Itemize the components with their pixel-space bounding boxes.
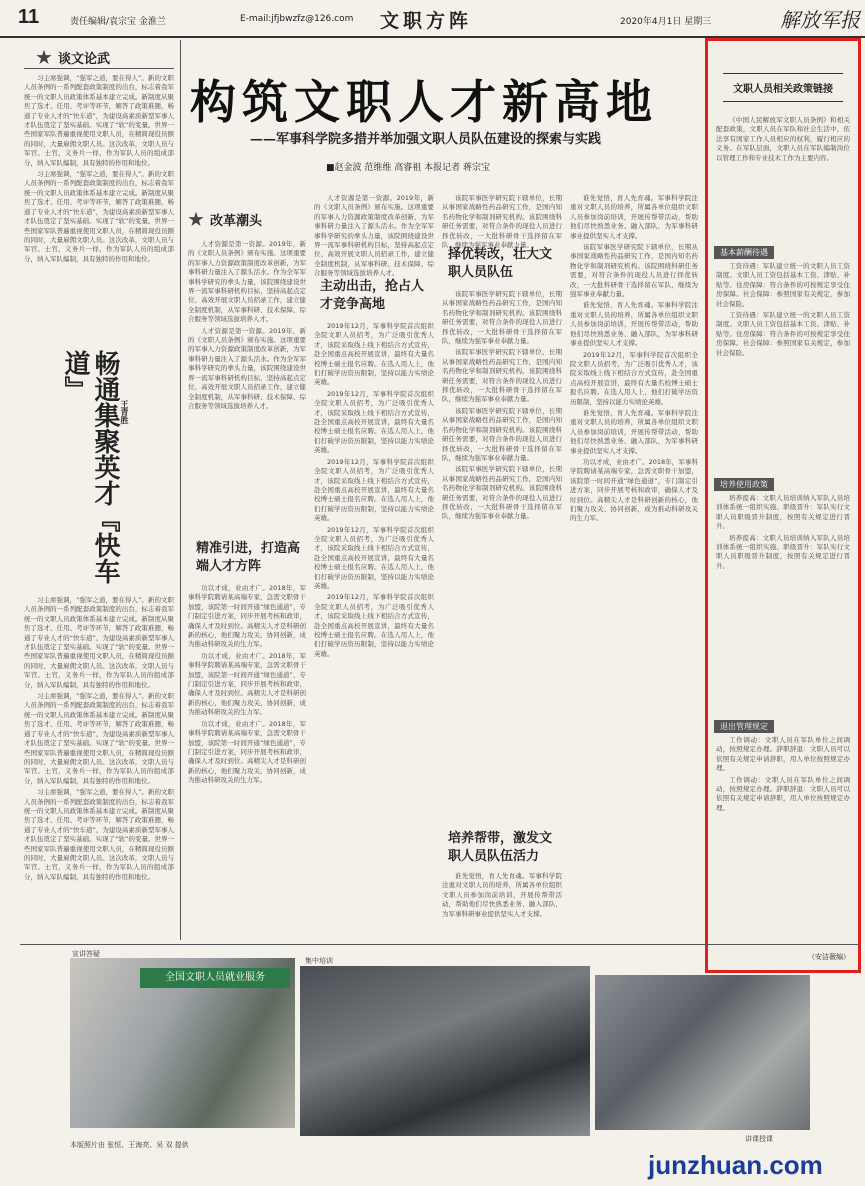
sidebar-title: 文职人员相关政策链接 [723, 73, 843, 102]
section-heading-training: 培养帮带，激发文职人员队伍活力 [448, 831, 553, 864]
masthead [0, 0, 865, 38]
email-address[interactable]: E-mail:jfjbwzfz@126.com [240, 14, 354, 24]
article-body: 人才资源是第一资源。2019年，新的《文职人员条例》颁布实施。这项重要的军事人力资源政策制度改革创新，为军事科研力量注入了源头活水。作为全军军事科学研究的拳头力量，该院围绕建设世界一流军事科研机构目标，坚持高起点定位、高效开展文职人员招录工作，建立健全制度机制，从军事科研、技术保障、综合服务等领域选拔培养人才。 [314, 194, 434, 278]
photo-caption-right: 讲课授课 [745, 1135, 773, 1143]
article-body: 该院军事医学研究院下辖单位，长期从事国家战略性药品研究工作，是国内知名药物化学和制剂研究机构。该院围绕科研任务需要，对符合条件的现役人员进行择优转改，一大批科研骨干选择留在军队，继续为强军事业奉献力量。 [442, 194, 562, 250]
column-header-label: 谈文论武 [58, 52, 111, 67]
article-body: 谁先觉悟，育人先育魂。军事科学院注重对文职人员的培养，所属各单位组织文职人员参加岗前培训，开展传帮带活动，帮助他们尽快熟悉业务、融入部队，为军事科研事业提供坚实人才支撑。 该院军事医学研究院下辖单位，长期从事国家战略性药品研究工作，是国内知名药物化学和制剂研究机构。该院围绕科研任务需要，对符合条件的现役人员进行择优转改，一大批科研骨干选择留在军队，继续为强军事业奉献力量。 谁先觉悟，育人先育魂。军事科学院注重对文职人员的培养，所属各单位组织文职人员参加岗前培训，开展传帮带活动，帮助他们尽快熟悉业务、融入部队，为军事科研事业提供坚实人才支撑。 2019年12月，军事科学院首次组织全院文职人员招考，为广泛吸引优秀人才，该院采取线上线下相结合方式宣传，赴全国重点高校开展宣讲，最终有大量名校博士硕士报名应聘。在选人用人上，他们打破学历资历限制，坚持以能力实绩论英雄。 谁先觉悟，育人先育魂。军事科学院注重对文职人员的培养，所属各单位组织文职人员参加岗前培训，开展传帮带活动，帮助他们尽快熟悉业务、融入部队，为军事科研事业提供坚实人才支撑。 功以才成，业由才广。2018年，军事科学院聘请某高端专家，急需文职骨干加盟，该院第一时间开通“绿色通道”，专门制定引进方案，同步开展考核和政审，确保人才及时到位。高精尖人才是科研创新的核心，他们聚力攻关、协同创新，成为推动科研攻关的生力军。 [570, 194, 698, 523]
article-body: 谁先觉悟，育人先育魂。军事科学院注重对文职人员的培养，所属各单位组织文职人员参加岗前培训，开展传帮带活动，帮助他们尽快熟悉业务、融入部队，为军事科研事业提供坚实人才支撑。 [442, 872, 562, 918]
sidebar-item-body: 培养提高：文职人员培训纳入军队人员培训体系统一组织实施。职级晋升：军队实行文职人员职级晋升制度，按照有关规定进行晋升。 培养提高：文职人员培训纳入军队人员培训体系统一组织实施。职级晋升：军队实行文职人员职级晋升制度，按照有关规定进行晋升。 [716, 494, 850, 570]
commentary-body: 习主席强调，“强军之道，要在得人”。新的文职人员条例的一系列配套政策制度的出台，标志着我军统一的文职人员政策体系基本建立完成。新制度从聚焦了选才、任用、考评等环节，解答了政策难题，畅通了专业人才的“快车道”，为建设高素质新型军事人才队伍奠定了坚实基础。实现了“软”的变量。世界一些国家军队普遍重视使用文职人员，在精简现役员额的同时，大量雇佣文职人员。这次改革，文职人员与军官、士官，义务兵一样，作为军队人员的组成部分，纳入军队编制，具有独特的作用和地位。 习主席强调，“强军之道，要在得人”。新的文职人员条例的一系列配套政策制度的出台，标志着我军统一的文职人员政策体系基本建立完成。新制度从聚焦了选才、任用、考评等环节，解答了政策难题，畅通了专业人才的“快车道”，为建设高素质新型军事人才队伍奠定了坚实基础。实现了“软”的变量。世界一些国家军队普遍重视使用文职人员，在精简现役员额的同时，大量雇佣文职人员。这次改革，文职人员与军官、士官，义务兵一样，作为军队人员的组成部分，纳入军队编制，具有独特的作用和地位。 [24, 74, 174, 263]
policy-links-sidebar [705, 38, 861, 973]
issue-date: 2020年4月1日 星期三 [620, 17, 712, 27]
sidebar-signature: （安洁薇编） [808, 953, 850, 961]
commentary-title: 畅通集聚英才『快车道』 [60, 350, 120, 584]
page-number: 11 [18, 6, 40, 28]
section-title: 文职方阵 [380, 10, 473, 32]
sidebar-tag: 退出管理规定 [714, 720, 774, 733]
photo-caption-middle: 集中培训 [305, 957, 333, 965]
column-divider [180, 40, 181, 940]
star-icon [36, 50, 52, 66]
sidebar-item-body: 工作调动：文职人员在军队单位之间调动，按照规定办理。辞职辞退：文职人员可以依照有关规定申请辞职，用人单位按照规定办理。 工作调动：文职人员在军队单位之间调动，按照规定办理。辞职辞退：文职人员可以依照有关规定申请辞职，用人单位按照规定办理。 [716, 736, 850, 812]
editor-line: 责任编辑/袁宗宝 金淮兰 [70, 17, 166, 27]
photo-credit: 本版照片由 张恒、王海亮、吴 双 提供 [70, 1141, 189, 1149]
sidebar-item-body: 工资待遇：军队建立统一的文职人员工资制度。文职人员工资包括基本工资、津贴、补贴等。住房保障：符合条件的可按规定享受住房保障。社会保障：参照国家有关规定，参加社会保险。 工资待遇：军队建立统一的文职人员工资制度。文职人员工资包括基本工资、津贴、补贴等。住房保障：符合条件的可按规定享受住房保障。社会保障：参照国家有关规定，参加社会保险。 [716, 262, 850, 357]
divider [24, 68, 174, 69]
section-heading-proactive: 主动出击，抢占人才竞争高地 [320, 279, 425, 312]
byline: ■赵金波 范维维 高睿祖 本报记者 蒋宗宝 [326, 163, 490, 173]
sidebar-tag: 基本薪酬待遇 [714, 246, 774, 259]
section-heading-precise: 精准引进，打造高端人才方阵 [196, 541, 301, 574]
photo-lecture [595, 975, 810, 1130]
article-body: 功以才成，业由才广。2018年，军事科学院聘请某高端专家，急需文职骨干加盟，该院第一时间开通“绿色通道”，专门制定引进方案，同步开展考核和政审，确保人才及时到位。高精尖人才是科研创新的核心，他们聚力攻关、协同创新，成为推动科研攻关的生力军。 功以才成，业由才广。2018年，军事科学院聘请某高端专家，急需文职骨干加盟，该院第一时间开通“绿色通道”，专门制定引进方案，同步开展考核和政审，确保人才及时到位。高精尖人才是科研创新的核心，他们聚力攻关、协同创新，成为推动科研攻关的生力军。 功以才成，业由才广。2018年，军事科学院聘请某高端专家，急需文职骨干加盟，该院第一时间开通“绿色通道”，专门制定引进方案，同步开展考核和政审，确保人才及时到位。高精尖人才是科研创新的核心，他们聚力攻关、协同创新，成为推动科研攻关的生力军。 [188, 584, 306, 785]
section-header-reform [188, 210, 262, 229]
sidebar-tag: 培养使用政策 [714, 478, 774, 491]
section-header-label: 改革潮头 [210, 214, 263, 229]
photo-banner-text: 全国文职人员就业服务 [140, 968, 290, 988]
sidebar-intro: 《中国人民解放军文职人员条例》和相关配套政策，文职人员在军队和社会生活中，依法享有国家工作人员相应的权利，履行相应的义务。在军队层面，文职人员在军队编制岗位以管理工作和专业技术工作为主要内容。 [716, 116, 850, 162]
commentary-author: 王青胜 [120, 400, 130, 424]
article-body: 该院军事医学研究院下辖单位，长期从事国家战略性药品研究工作，是国内知名药物化学和制剂研究机构。该院围绕科研任务需要，对符合条件的现役人员进行择优转改，一大批科研骨干选择留在军队，继续为强军事业奉献力量。 该院军事医学研究院下辖单位，长期从事国家战略性药品研究工作，是国内知名药物化学和制剂研究机构。该院围绕科研任务需要，对符合条件的现役人员进行择优转改，一大批科研骨干选择留在军队，继续为强军事业奉献力量。 该院军事医学研究院下辖单位，长期从事国家战略性药品研究工作，是国内知名药物化学和制剂研究机构。该院围绕科研任务需要，对符合条件的现役人员进行择优转改，一大批科研骨干选择留在军队，继续为强军事业奉献力量。 该院军事医学研究院下辖单位，长期从事国家战略性药品研究工作，是国内知名药物化学和制剂研究机构。该院围绕科研任务需要，对符合条件的现役人员进行择优转改，一大批科研骨干选择留在军队，继续为强军事业奉献力量。 [442, 290, 562, 521]
column-header-commentary [36, 48, 110, 67]
photo-caption-top: 宣讲答疑 [72, 950, 100, 958]
site-watermark: junzhuan.com [648, 1150, 823, 1180]
headline: 构筑文职人才新高地 [190, 75, 658, 129]
photo-divider [20, 944, 860, 945]
photo-training-session [300, 966, 590, 1136]
star-icon [188, 212, 204, 228]
section-heading-transfer: 择优转改，壮大文职人员队伍 [448, 247, 553, 280]
article-body: 人才资源是第一资源。2019年，新的《文职人员条例》颁布实施。这项重要的军事人力资源政策制度改革创新，为军事科研力量注入了源头活水。作为全军军事科学研究的拳头力量，该院围绕建设世界一流军事科研机构目标，坚持高起点定位、高效开展文职人员招录工作，建立健全制度机制，从军事科研、技术保障、综合服务等领域选拔培养人才。 人才资源是第一资源。2019年，新的《文职人员条例》颁布实施。这项重要的军事人力资源政策制度改革创新，为军事科研力量注入了源头活水。作为全军军事科学研究的拳头力量，该院围绕建设世界一流军事科研机构目标，坚持高起点定位、高效开展文职人员招录工作，建立健全制度机制，从军事科研、技术保障、综合服务等领域选拔培养人才。 [188, 240, 306, 410]
article-body: 2019年12月，军事科学院首次组织全院文职人员招考，为广泛吸引优秀人才，该院采取线上线下相结合方式宣传，赴全国重点高校开展宣讲，最终有大量名校博士硕士报名应聘。在选人用人上，他们打破学历资历限制，坚持以能力实绩论英雄。 2019年12月，军事科学院首次组织全院文职人员招考，为广泛吸引优秀人才，该院采取线上线下相结合方式宣传，赴全国重点高校开展宣讲，最终有大量名校博士硕士报名应聘。在选人用人上，他们打破学历资历限制，坚持以能力实绩论英雄。 2019年12月，军事科学院首次组织全院文职人员招考，为广泛吸引优秀人才，该院采取线上线下相结合方式宣传，赴全国重点高校开展宣讲，最终有大量名校博士硕士报名应聘。在选人用人上，他们打破学历资历限制，坚持以能力实绩论英雄。 2019年12月，军事科学院首次组织全院文职人员招考，为广泛吸引优秀人才，该院采取线上线下相结合方式宣传，赴全国重点高校开展宣讲，最终有大量名校博士硕士报名应聘。在选人用人上，他们打破学历资历限制，坚持以能力实绩论英雄。 2019年12月，军事科学院首次组织全院文职人员招考，为广泛吸引优秀人才，该院采取线上线下相结合方式宣传，赴全国重点高校开展宣讲，最终有大量名校博士硕士报名应聘。在选人用人上，他们打破学历资历限制，坚持以能力实绩论英雄。 [314, 322, 434, 658]
paper-logo: 解放军报 [780, 8, 860, 32]
commentary-body-continued: 习主席强调，“强军之道，要在得人”。新的文职人员条例的一系列配套政策制度的出台，标志着我军统一的文职人员政策体系基本建立完成。新制度从聚焦了选才、任用、考评等环节，解答了政策难题，畅通了专业人才的“快车道”，为建设高素质新型军事人才队伍奠定了坚实基础。实现了“软”的变量。世界一些国家军队普遍重视使用文职人员，在精简现役员额的同时，大量雇佣文职人员。这次改革，文职人员与军官、士官，义务兵一样，作为军队人员的组成部分，纳入军队编制，具有独特的作用和地位。 习主席强调，“强军之道，要在得人”。新的文职人员条例的一系列配套政策制度的出台，标志着我军统一的文职人员政策体系基本建立完成。新制度从聚焦了选才、任用、考评等环节，解答了政策难题，畅通了专业人才的“快车道”，为建设高素质新型军事人才队伍奠定了坚实基础。实现了“软”的变量。世界一些国家军队普遍重视使用文职人员，在精简现役员额的同时，大量雇佣文职人员。这次改革，文职人员与军官、士官，义务兵一样，作为军队人员的组成部分，纳入军队编制，具有独特的作用和地位。 习主席强调，“强军之道，要在得人”。新的文职人员条例的一系列配套政策制度的出台，标志着我军统一的文职人员政策体系基本建立完成。新制度从聚焦了选才、任用、考评等环节，解答了政策难题，畅通了专业人才的“快车道”，为建设高素质新型军事人才队伍奠定了坚实基础。实现了“软”的变量。世界一些国家军队普遍重视使用文职人员，在精简现役员额的同时，大量雇佣文职人员。这次改革，文职人员与军官、士官，义务兵一样，作为军队人员的组成部分，纳入军队编制，具有独特的作用和地位。 [24, 596, 174, 881]
subheadline: ——军事科学院多措并举加强文职人员队伍建设的探索与实践 [250, 132, 602, 147]
